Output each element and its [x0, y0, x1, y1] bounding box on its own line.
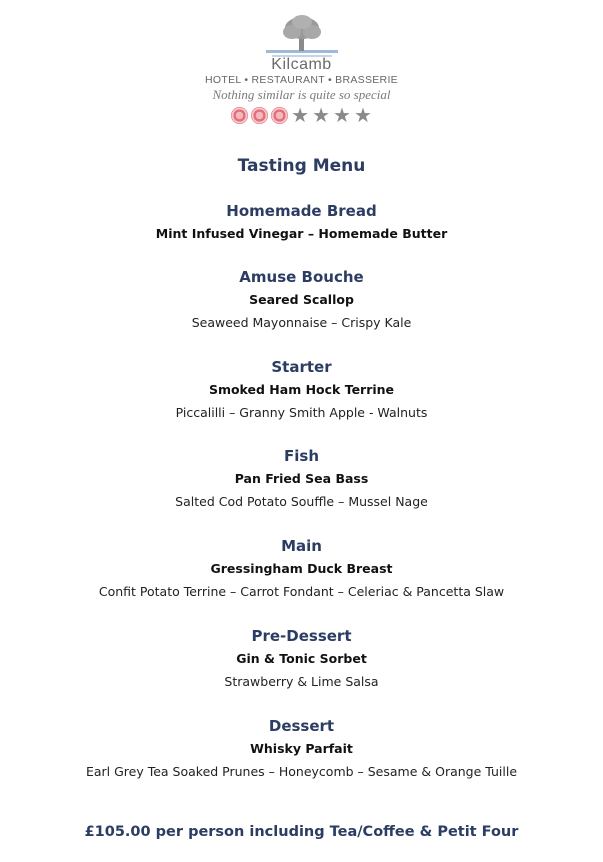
- ratings: [0, 105, 603, 125]
- star-icon: ★: [333, 103, 351, 127]
- course-name: Dessert: [268, 717, 335, 735]
- brand-name: Kilcamb: [271, 56, 332, 73]
- course-description: Salted Cod Potato Souffle – Mussel Nage: [175, 494, 428, 509]
- brand-tagline: Nothing similar is quite so special: [212, 87, 391, 102]
- course-description: Piccalilli – Granny Smith Apple - Walnuts: [175, 405, 428, 420]
- course-pre-dessert: [0, 626, 603, 691]
- course-dish: Smoked Ham Hock Terrine: [208, 382, 395, 397]
- menu-title: Tasting Menu: [237, 156, 366, 176]
- course-dish: Gressingham Duck Breast: [210, 561, 393, 576]
- tree-logo-icon: [262, 14, 342, 58]
- course-starter: [0, 357, 603, 422]
- brand-subtitle: HOTEL • RESTAURANT • BRASSERIE: [205, 74, 398, 86]
- course-dish: Pan Fried Sea Bass: [234, 471, 369, 486]
- course-dish: Gin & Tonic Sorbet: [236, 651, 367, 666]
- course-dish: Seared Scallop: [249, 292, 354, 307]
- course-fish: [0, 446, 603, 511]
- course-name: Pre-Dessert: [251, 627, 352, 645]
- course-dish: Whisky Parfait: [250, 741, 353, 756]
- course-main: [0, 536, 603, 601]
- course-description: Seaweed Mayonnaise – Crispy Kale: [191, 315, 412, 330]
- course-amuse-bouche: [0, 267, 603, 332]
- course-name: Homemade Bread: [226, 202, 377, 220]
- star-icon: ★: [312, 103, 330, 127]
- course-description: Earl Grey Tea Soaked Prunes – Honeycomb – Sesame & Orange Tuille: [85, 764, 518, 779]
- rosette-icon: [251, 107, 268, 124]
- course-name: Starter: [271, 358, 332, 376]
- course-dessert: [0, 716, 603, 781]
- rosette-icon: [231, 107, 248, 124]
- rosette-icon: [271, 107, 288, 124]
- star-icon: ★: [353, 103, 372, 127]
- star-icon: ★: [291, 103, 310, 127]
- course-name: Amuse Bouche: [239, 268, 364, 286]
- price-line: £105.00 per person including Tea/Coffee & Petit Four: [84, 824, 519, 840]
- course-description: Strawberry & Lime Salsa: [224, 674, 379, 689]
- hotel-logo: [0, 14, 603, 125]
- course-name: Fish: [284, 447, 319, 465]
- course-name: Main: [281, 537, 322, 555]
- course-description: Confit Potato Terrine – Carrot Fondant – Celeriac & Pancetta Slaw: [98, 584, 505, 599]
- course-description: Mint Infused Vinegar – Homemade Butter: [155, 226, 448, 241]
- course-homemade-bread: [0, 201, 603, 243]
